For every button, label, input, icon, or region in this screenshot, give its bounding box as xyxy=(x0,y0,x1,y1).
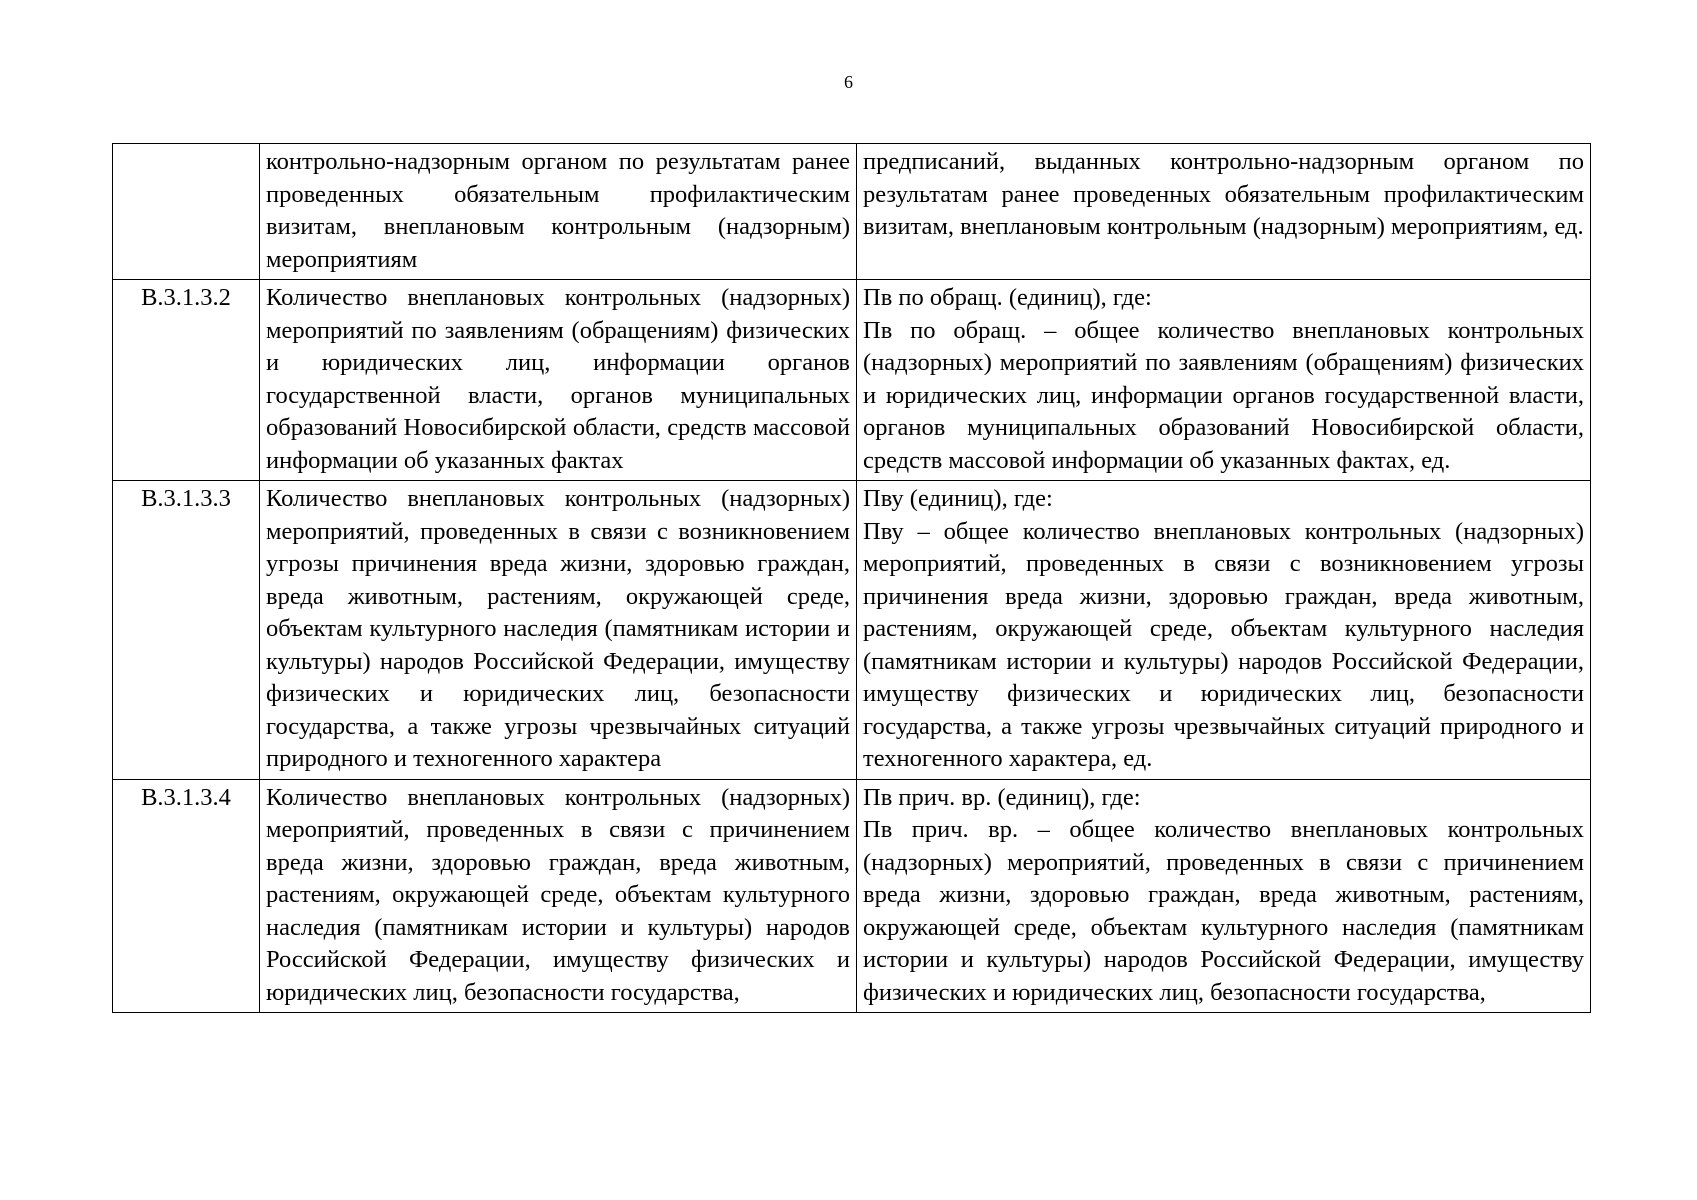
indicator-formula xyxy=(857,481,1591,780)
formula-text: предписаний, выданных контрольно-надзорным органом по результатам ранее проведенных обязательным профилактическим визитам, внеплановым контрольным (надзорным) мероприятиям, ед. xyxy=(863,148,1584,240)
table-row xyxy=(113,144,1591,280)
indicator-formula xyxy=(857,280,1591,481)
indicator-name xyxy=(260,481,857,780)
page-number: 6 xyxy=(844,72,853,92)
table-row xyxy=(113,779,1591,1013)
formula-heading: Пв по обращ. (единиц), где: xyxy=(863,284,1152,311)
indicator-name-text: контрольно-надзорным органом по результатам ранее проведенных обязательным профилактическим визитам, внеплановым контрольным (надзорным) мероприятиям xyxy=(266,148,850,273)
indicator-code xyxy=(113,144,260,280)
indicator-name xyxy=(260,280,857,481)
indicators-table xyxy=(112,143,1591,1013)
formula-heading: Пв прич. вр. (единиц), где: xyxy=(863,783,1141,811)
indicator-name xyxy=(260,779,857,1013)
table-row xyxy=(113,481,1591,780)
indicator-formula xyxy=(857,144,1591,280)
indicator-name-text: Количество внеплановых контрольных (надзорных) мероприятий, проведенных в связи с причинением вреда жизни, здоровью граждан, вреда животным, растениям, окружающей среде, объектам культурного наследия (памятникам истории и культуры) народов Российской Федерации, имуществу физических и юридических лиц, безопасности государства, xyxy=(266,783,850,1006)
formula-heading: Пву (единиц), где: xyxy=(863,485,1053,512)
indicator-code: В.3.1.3.2 xyxy=(113,280,260,481)
indicator-formula xyxy=(857,779,1591,1013)
formula-text: Пв прич. вр. – общее количество внеплановых контрольных (надзорных) мероприятий, проведенных в связи с причинением вреда жизни, здоровью граждан, вреда животным, растениям, окружающей среде, объектам культурного наследия (памятникам истории и культуры) народов Российской Федерации, имуществу физических и юридических лиц, безопасности государства, xyxy=(863,816,1584,1006)
indicator-name-text: Количество внеплановых контрольных (надзорных) мероприятий по заявлениям (обращениям) физических и юридических лиц, информации органов государственной власти, органов муниципальных образований Новосибирской области, средств массовой информации об указанных фактах xyxy=(266,284,850,474)
formula-text: Пв по обращ. – общее количество внеплановых контрольных (надзорных) мероприятий по заявлениям (обращениям) физических и юридических лиц, информации органов государственной власти, органов муниципальных образований Новосибирской области, средств массовой информации об указанных фактах, ед. xyxy=(863,316,1584,474)
indicator-name xyxy=(260,144,857,280)
indicator-code: В.3.1.3.4 xyxy=(113,779,260,1013)
formula-text: Пву – общее количество внеплановых контрольных (надзорных) мероприятий, проведенных в связи с возникновением угрозы причинения вреда жизни, здоровью граждан, вреда животным, растениям, окружающей среде, объектам культурного наследия (памятникам истории и культуры) народов Российской Федерации, имуществу физических и юридических лиц, безопасности государства, а также угрозы чрезвычайных ситуаций природного и техногенного характера, ед. xyxy=(863,517,1584,772)
table-row xyxy=(113,280,1591,481)
indicator-name-text: Количество внеплановых контрольных (надзорных) мероприятий, проведенных в связи с возникновением угрозы причинения вреда жизни, здоровью граждан, вреда животным, растениям, окружающей среде, объектам культурного наследия (памятникам истории и культуры) народов Российской Федерации, имуществу физических и юридических лиц, безопасности государства, а также угрозы чрезвычайных ситуаций природного и техногенного характера xyxy=(266,485,850,772)
indicator-code: В.3.1.3.3 xyxy=(113,481,260,780)
